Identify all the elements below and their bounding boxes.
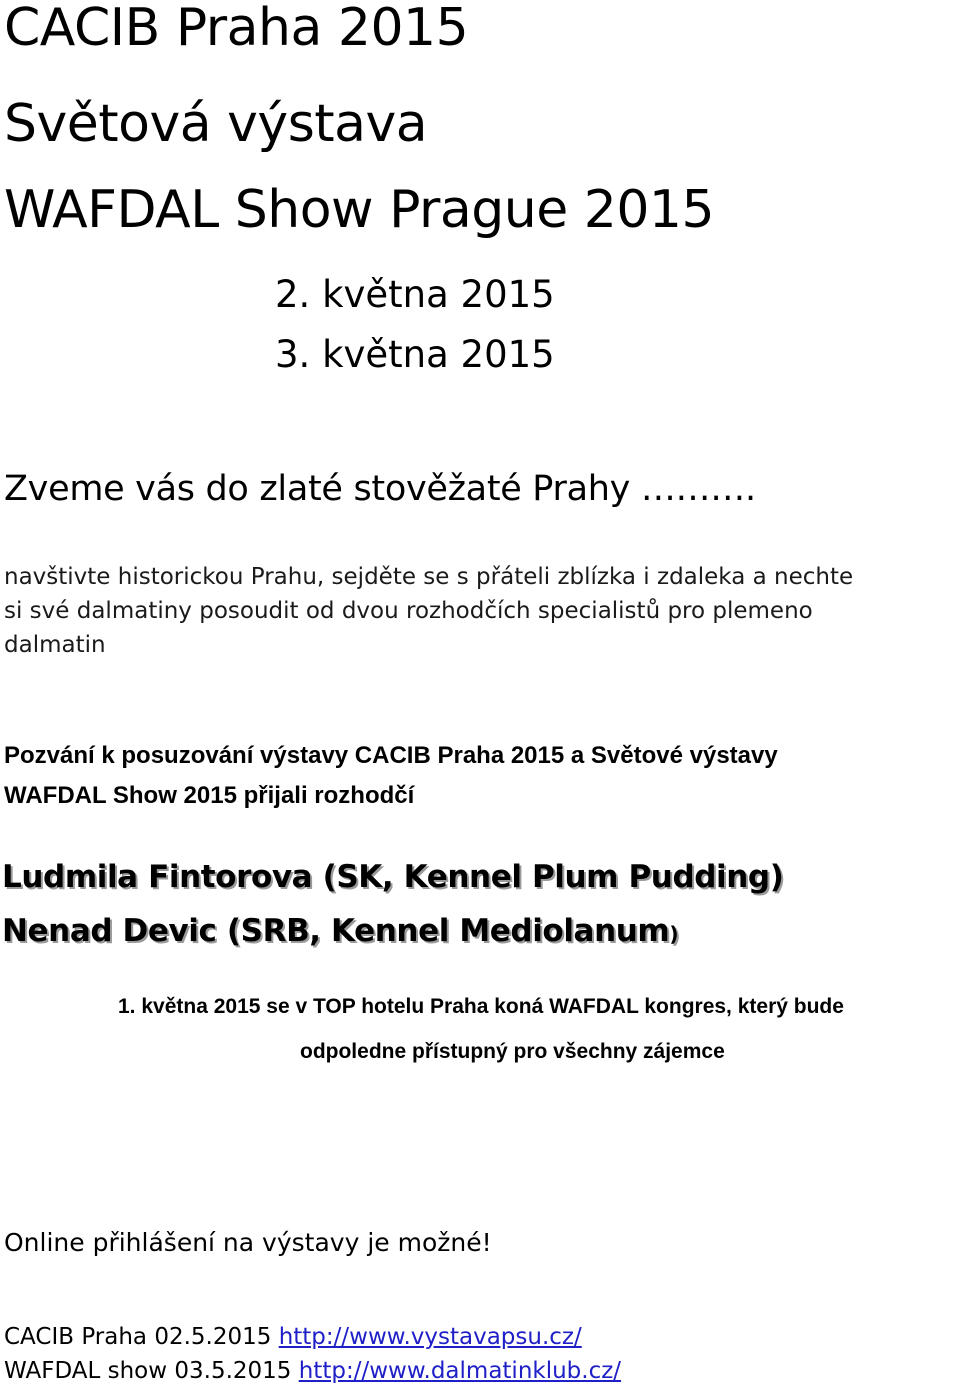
show-date-2: 3. května 2015 <box>275 333 555 376</box>
congress-line-1: 1. května 2015 se v TOP hotelu Praha koná WAFDAL kongres, který bude <box>118 995 844 1018</box>
title-line-1: CACIB Praha 2015 <box>4 0 469 58</box>
show-date-1: 2. května 2015 <box>275 273 555 316</box>
footer-cacib-label: CACIB Praha 02.5.2015 <box>4 1324 272 1350</box>
invitation-heading: Zveme vás do zlaté stověžaté Prahy ………. <box>4 469 756 509</box>
congress-line-2: odpoledne přístupný pro všechny zájemce <box>300 1040 725 1063</box>
wafdal-website-link[interactable]: http://www.dalmatinklub.cz/ <box>298 1358 622 1384</box>
online-registration-text: Online přihlášení na výstavy je možné! <box>4 1228 492 1257</box>
title-line-3: WAFDAL Show Prague 2015 <box>4 180 715 240</box>
judging-text-line-2: WAFDAL Show 2015 přijali rozhodčí <box>4 782 415 809</box>
judge-name-2 <box>2 913 679 949</box>
footer-wafdal-label: WAFDAL show 03.5.2015 <box>4 1358 292 1384</box>
title-line-2: Světová výstava <box>4 94 428 154</box>
judge-name-1: Ludmila Fintorova (SK, Kennel Plum Pudding) <box>2 859 784 895</box>
judge-name-2-close: ) <box>669 922 679 946</box>
judge-name-2-main: Nenad Devic (SRB, Kennel Mediolanum <box>2 913 670 949</box>
judging-text-line-1: Pozvání k posuzování výstavy CACIB Praha 2015 a Světové výstavy <box>4 742 778 769</box>
intro-paragraph-line-2: si své dalmatiny posoudit od dvou rozhodčích specialistů pro plemeno <box>4 598 813 624</box>
footer-cacib-row <box>4 1326 582 1349</box>
footer-wafdal-row <box>4 1360 621 1383</box>
intro-paragraph-line-1: navštivte historickou Prahu, sejděte se s přáteli zblízka i zdaleka a nechte <box>4 564 854 590</box>
intro-paragraph-line-3: dalmatin <box>4 632 106 658</box>
cacib-website-link[interactable]: http://www.vystavapsu.cz/ <box>278 1324 582 1350</box>
